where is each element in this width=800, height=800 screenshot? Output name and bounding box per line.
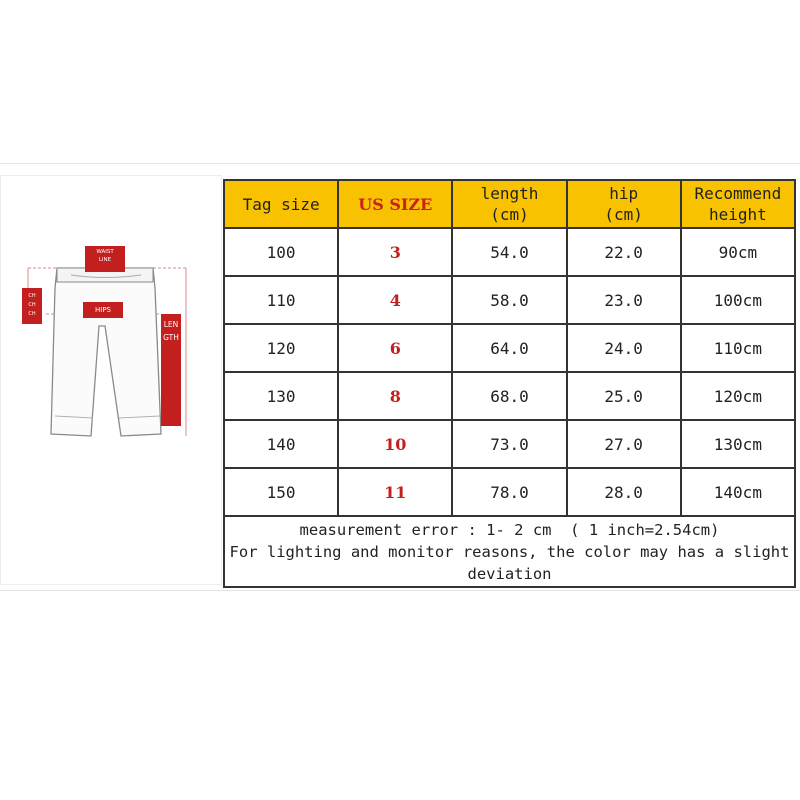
- cell-tag-size: 100: [224, 228, 338, 276]
- cell-tag-size: 130: [224, 372, 338, 420]
- header-us-size: US SIZE: [338, 180, 452, 228]
- length-label: LENGTH: [163, 320, 179, 342]
- cell-us-size: 11: [338, 468, 452, 516]
- table-header-row: [224, 180, 795, 228]
- cell-length: 64.0: [452, 324, 566, 372]
- measurement-note: [224, 516, 795, 587]
- cell-us-size: 6: [338, 324, 452, 372]
- cell-hip: 24.0: [567, 324, 681, 372]
- cell-hip: 22.0: [567, 228, 681, 276]
- cell-recommend-height: 100cm: [681, 276, 795, 324]
- table-row: [224, 276, 795, 324]
- cell-recommend-height: 110cm: [681, 324, 795, 372]
- cell-hip: 27.0: [567, 420, 681, 468]
- hips-label: HIPS: [95, 306, 111, 314]
- header-recommend-height: Recommend height: [681, 180, 795, 228]
- cell-us-size: 4: [338, 276, 452, 324]
- cell-hip: 23.0: [567, 276, 681, 324]
- size-chart-table: [223, 179, 796, 588]
- table-row: [224, 420, 795, 468]
- table-row: [224, 228, 795, 276]
- cell-length: 58.0: [452, 276, 566, 324]
- note-color-deviation: For lighting and monitor reasons, the color may has a slight deviation: [229, 542, 790, 583]
- cell-tag-size: 110: [224, 276, 338, 324]
- cell-recommend-height: 130cm: [681, 420, 795, 468]
- cell-hip: 25.0: [567, 372, 681, 420]
- cell-hip: 28.0: [567, 468, 681, 516]
- table-row: [224, 468, 795, 516]
- table-row: [224, 372, 795, 420]
- cell-recommend-height: 90cm: [681, 228, 795, 276]
- cell-length: 54.0: [452, 228, 566, 276]
- cell-tag-size: 140: [224, 420, 338, 468]
- cell-recommend-height: 140cm: [681, 468, 795, 516]
- cell-us-size: 8: [338, 372, 452, 420]
- pants-measurement-diagram: [0, 175, 222, 585]
- note-measurement-error: measurement error : 1- 2 cm ( 1 inch=2.54cm): [299, 520, 720, 539]
- table-note-row: [224, 516, 795, 587]
- cell-tag-size: 120: [224, 324, 338, 372]
- cell-tag-size: 150: [224, 468, 338, 516]
- pants-outline: [51, 268, 161, 436]
- header-tag-size: Tag size: [224, 180, 338, 228]
- waist-label: WAIST LINE: [96, 249, 114, 263]
- cell-length: 68.0: [452, 372, 566, 420]
- cell-us-size: 3: [338, 228, 452, 276]
- cell-length: 78.0: [452, 468, 566, 516]
- cell-recommend-height: 120cm: [681, 372, 795, 420]
- cell-length: 73.0: [452, 420, 566, 468]
- pants-illustration: [1, 176, 223, 586]
- table-row: [224, 324, 795, 372]
- header-hip: hip (cm): [567, 180, 681, 228]
- side-label: CH CH CH: [28, 293, 36, 317]
- header-length: length (cm): [452, 180, 566, 228]
- cell-us-size: 10: [338, 420, 452, 468]
